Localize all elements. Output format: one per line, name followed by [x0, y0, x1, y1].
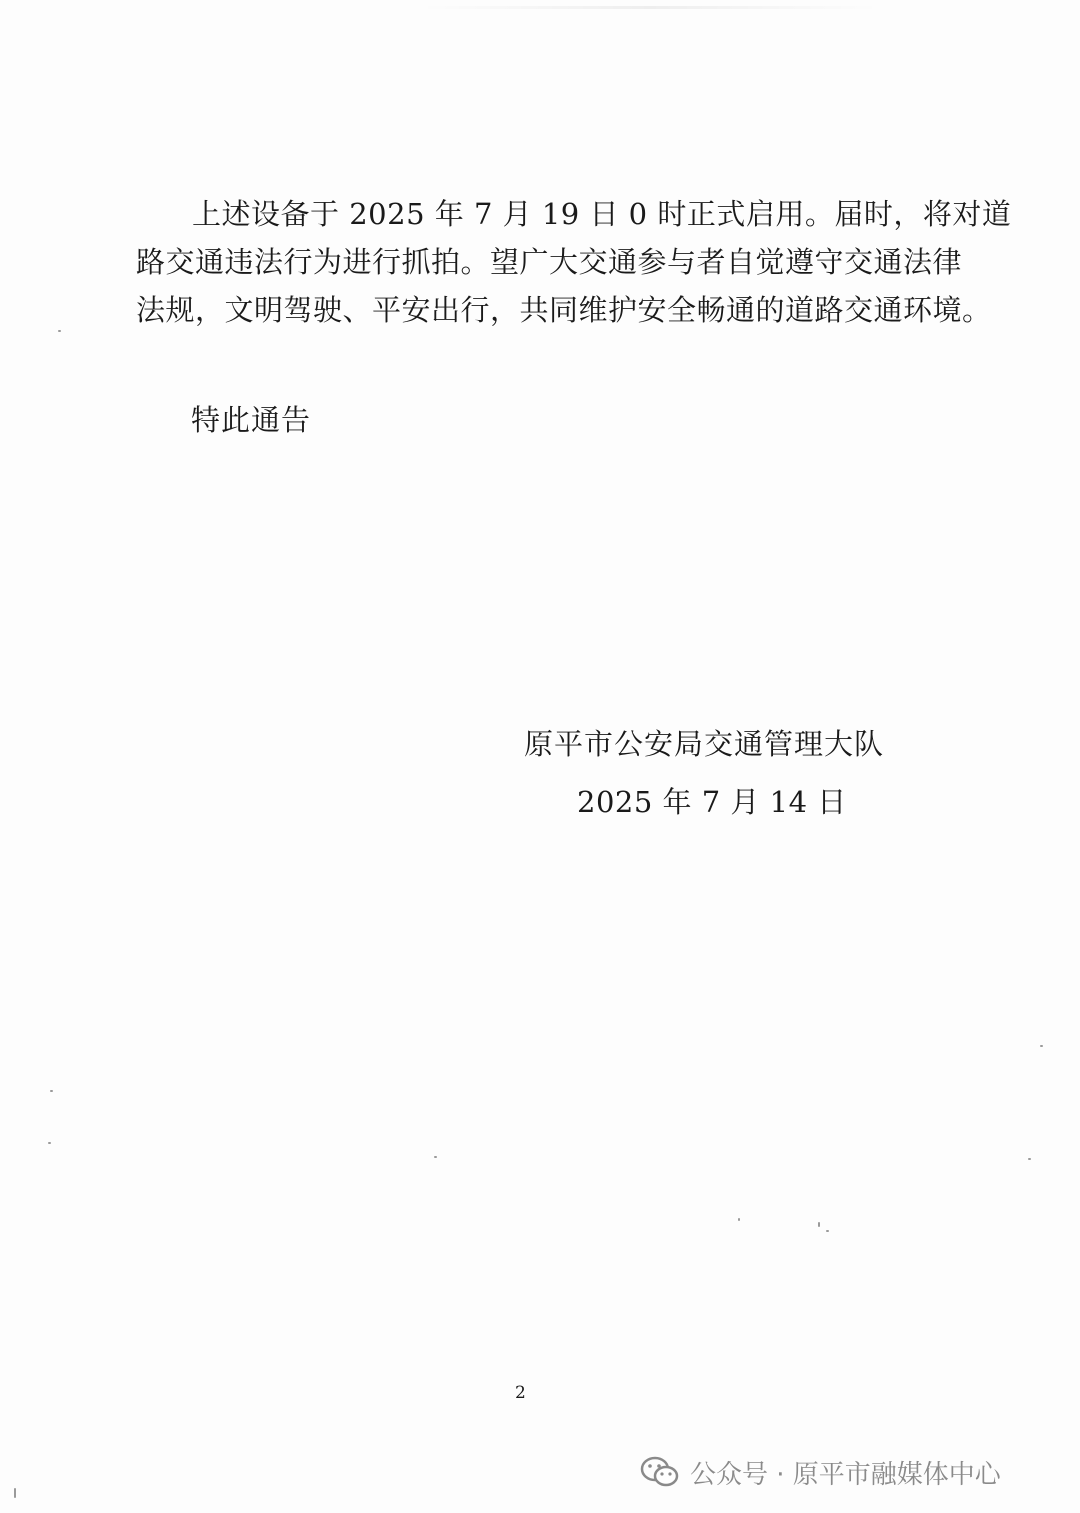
scan-speck [58, 330, 61, 332]
wechat-official-account-icon [640, 1455, 680, 1489]
issue-date: 2025 年 7 月 14 日 [577, 785, 847, 819]
page-number: 2 [515, 1383, 526, 1403]
watermark-text: 公众号 · 原平市融媒体中心 [690, 1459, 1001, 1490]
body-line: 上述设备于 2025 年 7 月 19 日 0 时正式启用。届时，将对道 [192, 197, 1012, 231]
scan-speck [1040, 1045, 1043, 1047]
scan-speck [48, 1142, 51, 1144]
issuing-authority: 原平市公安局交通管理大队 [524, 727, 885, 761]
body-line: 法规，文明驾驶、平安出行，共同维护安全畅通的道路交通环境。 [136, 293, 992, 327]
body-line: 路交通违法行为进行抓拍。望广大交通参与者自觉遵守交通法律 [136, 245, 963, 279]
scan-speck [1028, 1158, 1031, 1160]
closing-phrase: 特此通告 [191, 403, 312, 437]
scan-speck [434, 1156, 437, 1158]
scan-speck [826, 1230, 829, 1232]
scan-speck [738, 1218, 740, 1221]
watermark [640, 1450, 1001, 1494]
scan-edge-shadow [420, 6, 880, 9]
body-paragraph [136, 190, 1012, 334]
scan-speck [818, 1222, 820, 1227]
scan-speck [50, 1090, 53, 1092]
scan-speck [14, 1488, 16, 1498]
